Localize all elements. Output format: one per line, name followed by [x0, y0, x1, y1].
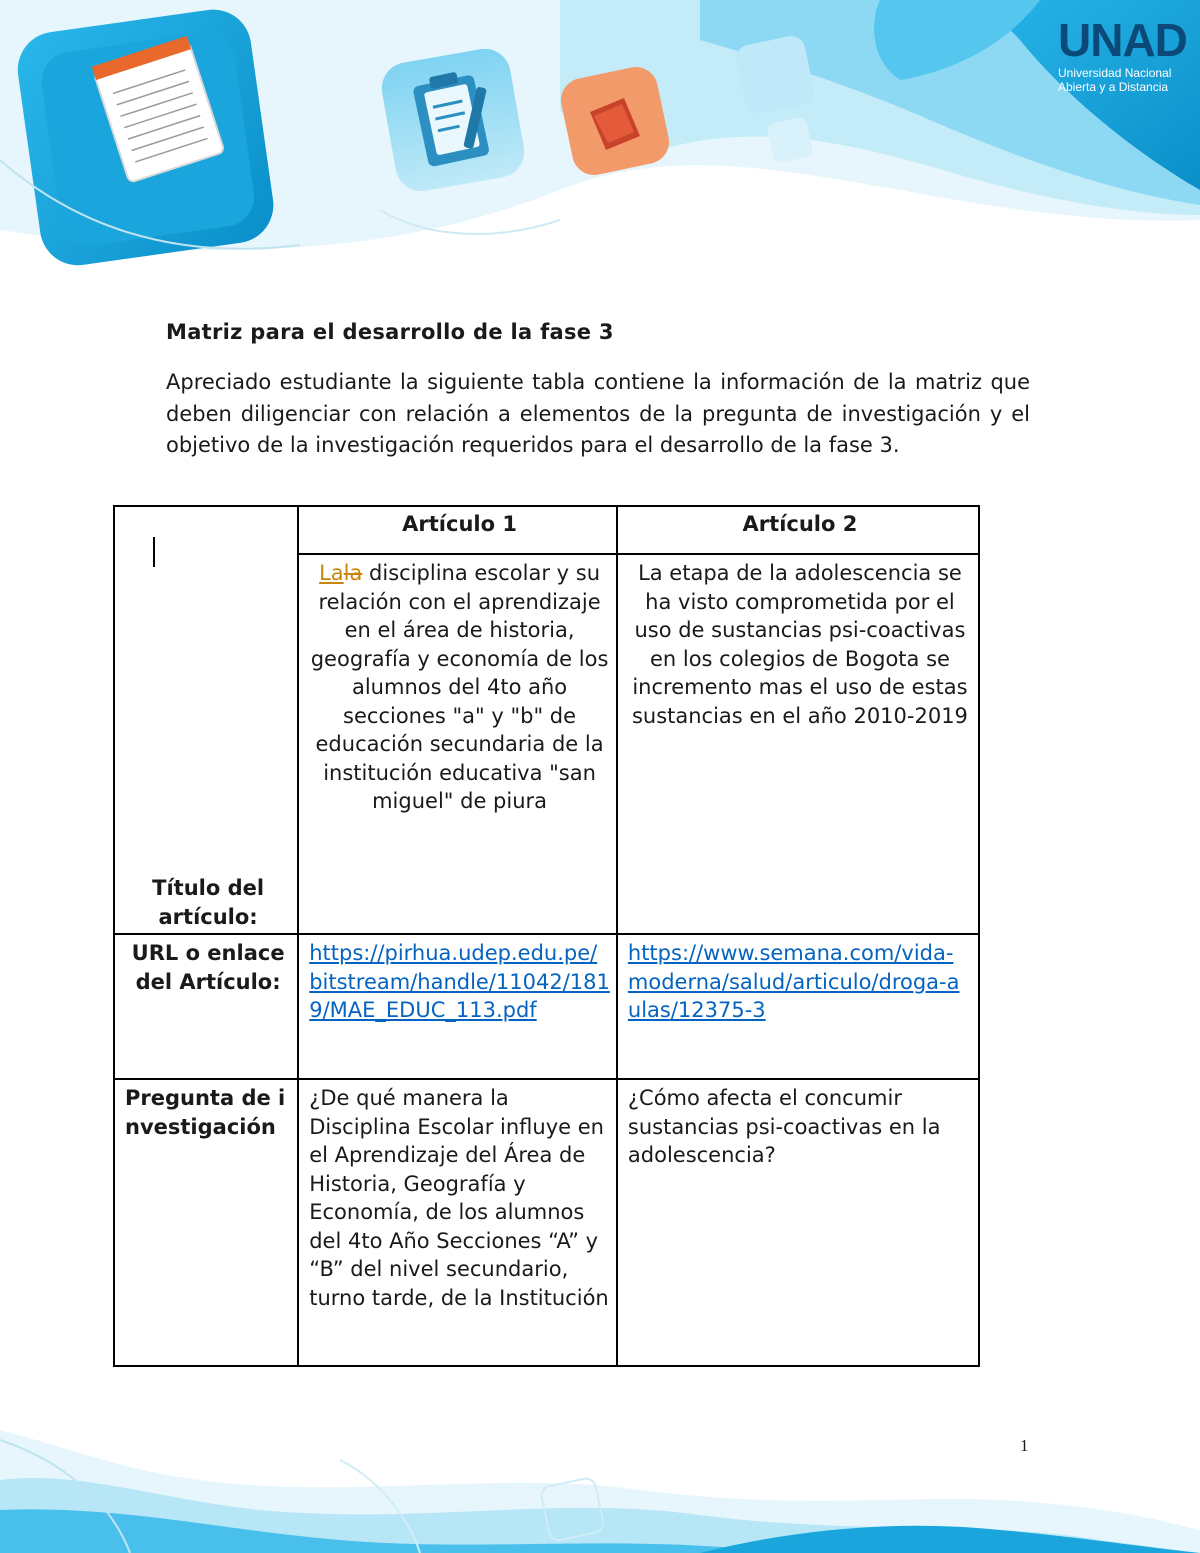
tracked-deletion: la	[343, 561, 363, 586]
header-article-2: Artículo 2	[617, 506, 979, 554]
article-2-title: La etapa de la adolescencia se ha visto comprometida por el uso de sustancias psi-coactivas en los colegios de Bogota se incremento mas el uso de estas sustancias en el año 2010-2019	[631, 561, 968, 728]
article-1-url-cell	[298, 934, 617, 1079]
tracked-insertion: La	[319, 561, 344, 586]
logo-subtitle-1: Universidad Nacional	[1058, 66, 1172, 80]
table-header-row	[114, 506, 979, 554]
unad-logo	[1058, 14, 1188, 94]
page-number: 1	[1020, 1436, 1029, 1455]
title-row-label: Título del artículo:	[152, 876, 265, 929]
question-row-label: Pregunta de investigación	[114, 1079, 298, 1366]
article-1-title-cell[interactable]	[298, 554, 617, 934]
article-1-url-link[interactable]: https://pirhua.udep.edu.pe/bitstream/handle/11042/1819/MAE_EDUC_113.pdf	[309, 941, 610, 1022]
intro-paragraph: Apreciado estudiante la siguiente tabla contiene la información de la matriz que deben diligenciar con relación a elementos de la pregunta de investigación y el objetivo de la investigación requeridos para el desarrollo de la fase 3.	[166, 370, 1030, 457]
matrix-table	[113, 505, 980, 1367]
article-1-title: disciplina escolar y su relación con el aprendizaje en el área de historia, geografía y economía de los alumnos del 4to año secciones "a" y "b" de educación secundaria de la institución educativa "san miguel" de piura	[310, 561, 609, 814]
article-1-question[interactable]: ¿De qué manera la Disciplina Escolar influye en el Aprendizaje del Área de Historia, Geografía y Economía, de los alumnos del 4to Año Secciones “A” y “B” del nivel secundario, turno tarde, de la Institución	[298, 1079, 617, 1366]
header-article-1: Artículo 1	[298, 506, 617, 554]
article-2-title-cell[interactable]	[617, 554, 979, 934]
url-row-label: URL o enlace del Artículo:	[114, 934, 298, 1079]
table-row-question	[114, 1079, 979, 1366]
logo-subtitle-2: Abierta y a Distancia	[1058, 80, 1169, 94]
logo-wordmark: UNAD	[1058, 14, 1187, 66]
table-row-url	[114, 934, 979, 1079]
article-2-url-cell	[617, 934, 979, 1079]
header-empty-cell[interactable]	[114, 506, 298, 934]
article-2-question[interactable]: ¿Cómo afecta el concumir sustancias psi-coactivas en la adolescencia?	[617, 1079, 979, 1366]
article-2-url-link[interactable]: https://www.semana.com/vida-moderna/salud/articulo/droga-aulas/12375-3	[627, 941, 960, 1022]
tracked-change	[319, 561, 362, 585]
document-heading: Matriz para el desarrollo de la fase 3	[166, 320, 614, 344]
